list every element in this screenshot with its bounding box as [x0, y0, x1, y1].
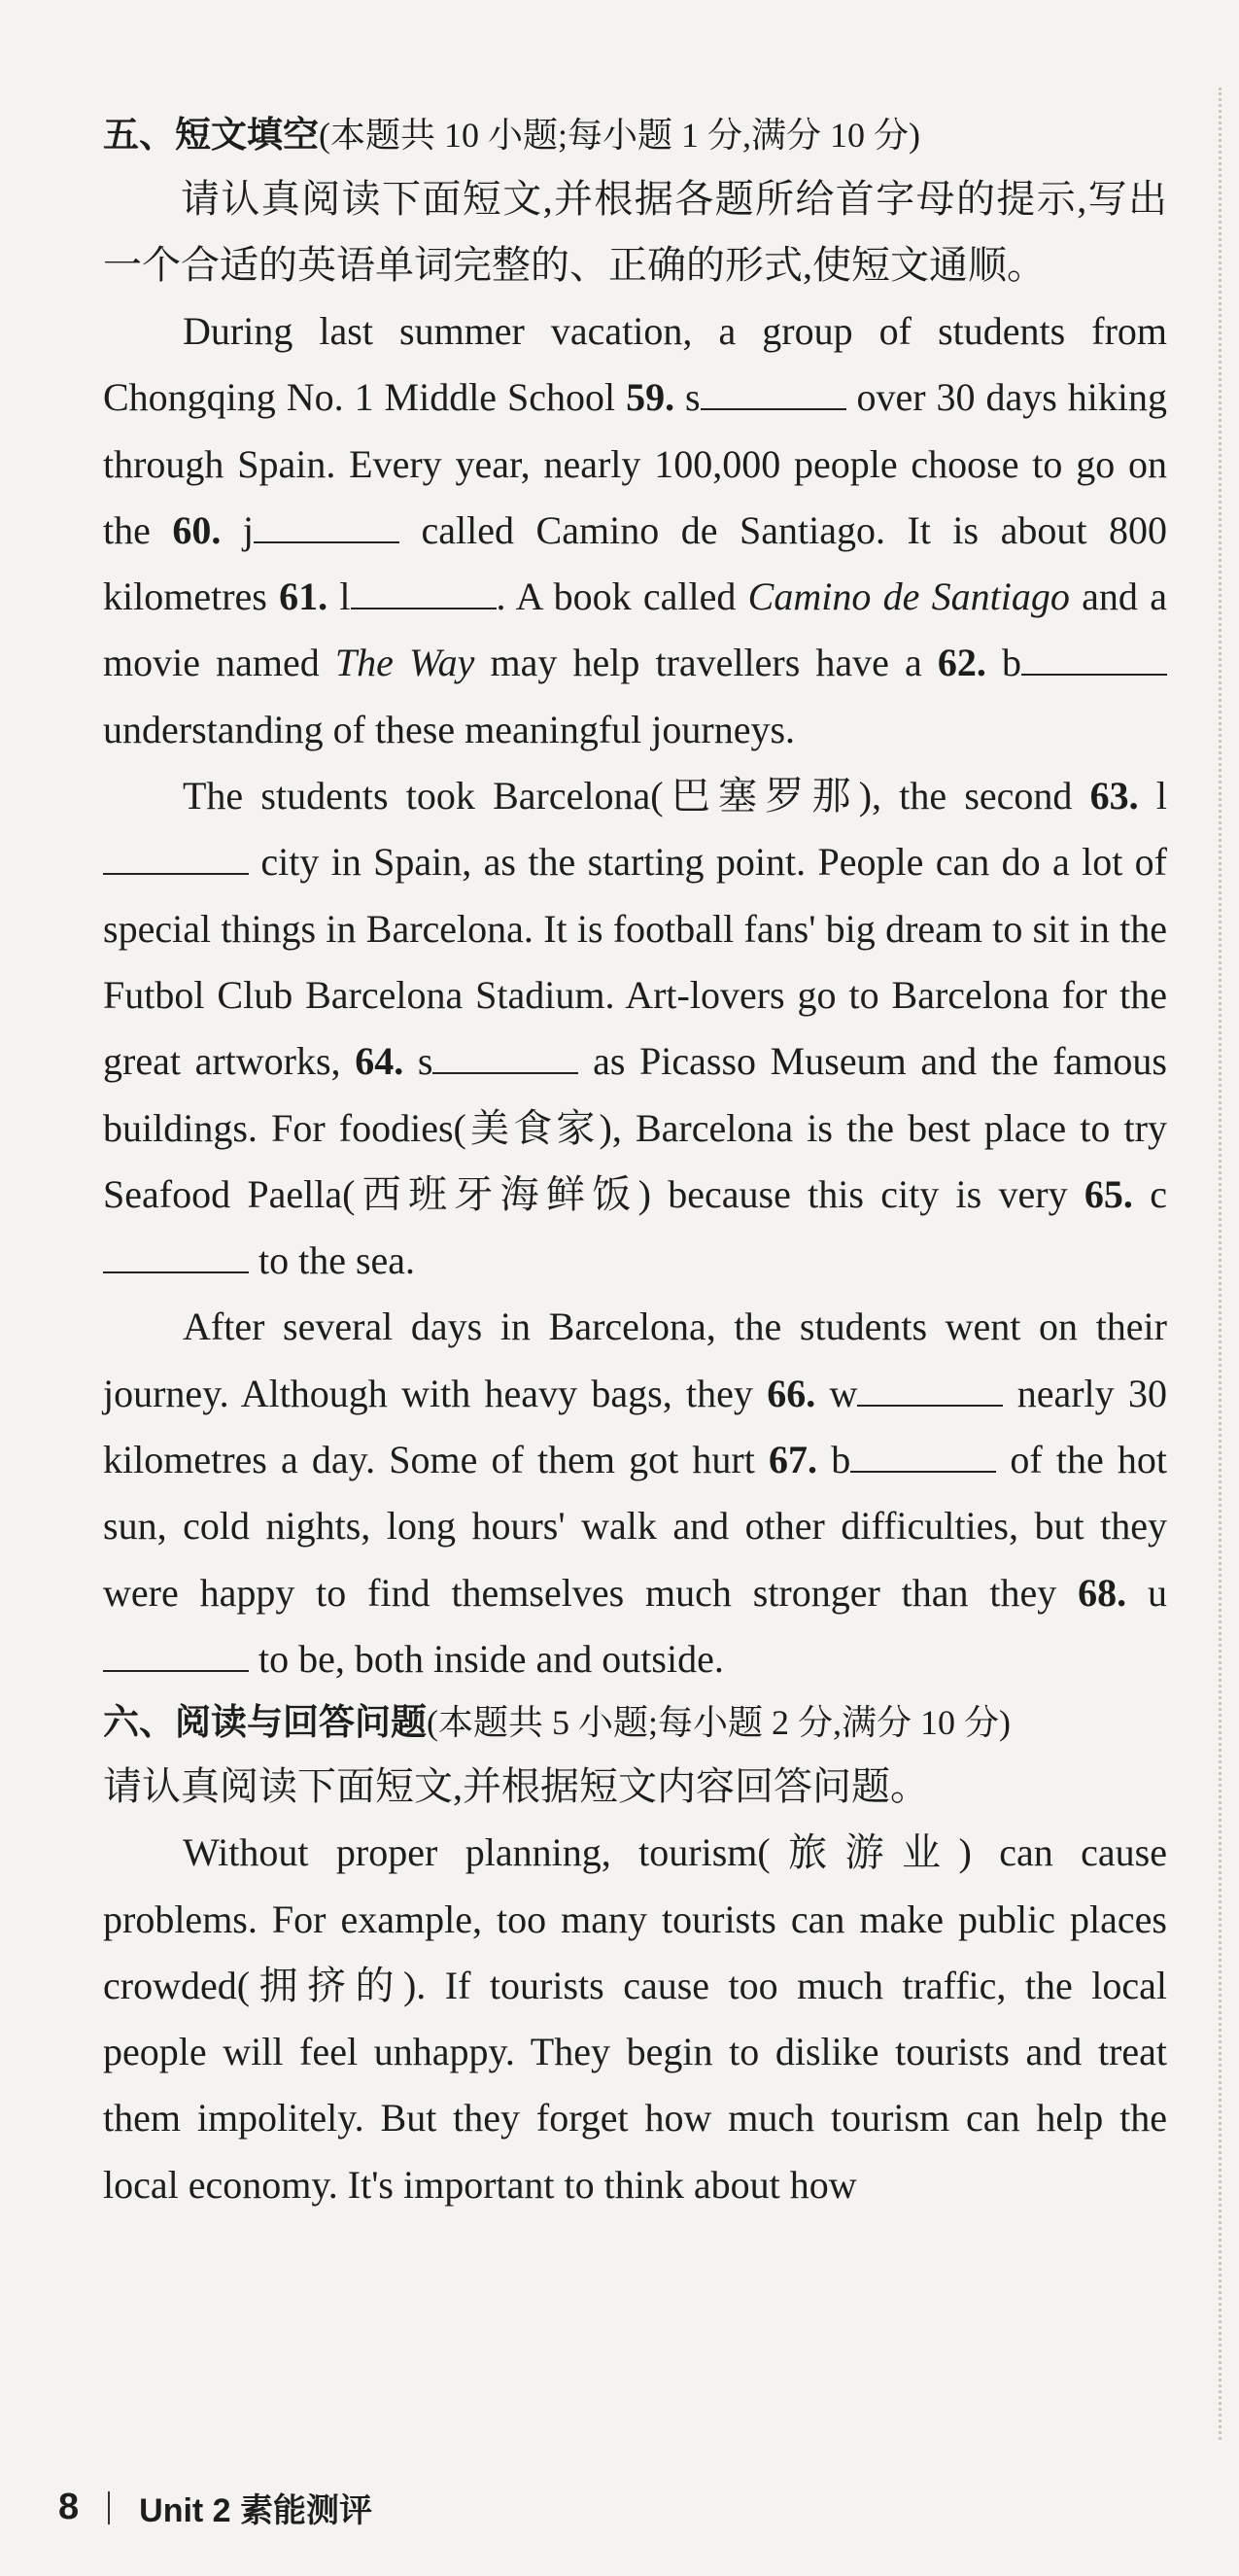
answer-blank-64[interactable] [432, 1043, 578, 1074]
text-span: city in Spain, as the starting point. People can do a lot of special things in Barcelona. It is football fans' big dream to sit in the Futbol Club Barcelona Stadium. Art-lovers go to Barcelona for the great artworks, [103, 840, 1167, 1084]
answer-blank-63[interactable] [103, 844, 249, 875]
question-number-59: 59. [626, 375, 675, 420]
question-number-68: 68. [1078, 1570, 1127, 1615]
hint-letter-60: j [221, 507, 255, 552]
text-span: The students took Barcelona(巴塞罗那), the second [183, 774, 1090, 818]
hint-letter-67: b [817, 1438, 851, 1482]
hint-letter-64: s [403, 1039, 433, 1084]
hint-letter-63: l [1138, 774, 1167, 818]
footer-divider [108, 2491, 110, 2524]
answer-blank-68[interactable] [103, 1641, 249, 1672]
text-span: to be, both inside and outside. [249, 1636, 724, 1681]
hint-letter-62: b [985, 641, 1022, 685]
section5-heading [103, 105, 1167, 166]
answer-blank-59[interactable] [701, 379, 846, 410]
question-number-67: 67. [769, 1438, 818, 1482]
answer-blank-67[interactable] [850, 1442, 996, 1473]
answer-blank-61[interactable] [351, 578, 497, 609]
question-number-61: 61. [279, 574, 328, 619]
text-span: After several days in Barcelona, the students went on their journey. Although with heavy bags, they [103, 1305, 1167, 1415]
page-number: 8 [58, 2487, 80, 2527]
question-number-62: 62. [937, 641, 986, 685]
text-span: as Picasso Museum and the famous buildings. For foodies(美食家), Barcelona is the best place to try Seafood Paella(西班牙海鲜饭) because this city is very [103, 1039, 1167, 1216]
text-span: over 30 days hiking through Spain. Every year, nearly 100,000 people choose to go on the [103, 375, 1167, 552]
hint-letter-65: c [1132, 1171, 1167, 1216]
text-span: During last summer vacation, a group of students from Chongqing No. 1 Middle School [103, 309, 1167, 420]
section6-title: 六、阅读与回答问题 [103, 1701, 427, 1744]
book-title: Camino de Santiago [747, 574, 1070, 619]
content-area [103, 105, 1167, 2218]
text-span: called Camino de Santiago. It is about 800 kilometres [103, 507, 1167, 619]
question-number-66: 66. [767, 1371, 816, 1415]
section5-note: (本题共 10 小题;每小题 1 分,满分 10 分) [319, 116, 920, 155]
section6-instruction: 请认真阅读下面短文,并根据短文内容回答问题。 [103, 1764, 929, 1809]
section6-note: (本题共 5 小题;每小题 2 分,满分 10 分) [427, 1703, 1011, 1743]
question-number-60: 60. [172, 507, 222, 552]
section6-heading [103, 1692, 1167, 1754]
answer-blank-66[interactable] [857, 1375, 1003, 1407]
text-span: understanding of these meaningful journeys. [103, 707, 796, 751]
answer-blank-62[interactable] [1021, 644, 1167, 676]
question-number-64: 64. [355, 1039, 404, 1084]
section5-title: 五、短文填空 [103, 114, 319, 156]
question-number-65: 65. [1084, 1171, 1133, 1216]
section5-paragraph-1 [103, 298, 1167, 763]
page-footer [58, 2484, 372, 2531]
text-span: and a movie named [103, 574, 1167, 685]
question-number-63: 63. [1089, 774, 1139, 818]
hint-letter-68: u [1126, 1570, 1167, 1615]
text-span: may help travellers have a [474, 641, 938, 685]
text-span: to the sea. [249, 1238, 416, 1283]
section6-paragraph-1: Without proper planning, tourism(旅游业) can cause problems. For example, too many tourists can make public places crowded(拥挤的). If tourists cause too much traffic, the local people will feel unhappy. They begin to dislike tourists and treat them impolitely. But they forget how much tourism can help the local economy. It's important to think about how [103, 1830, 1167, 2207]
page-edge-dots [1219, 87, 1222, 2440]
hint-letter-59: s [674, 375, 701, 420]
text-span: . A book called [496, 574, 748, 619]
hint-letter-61: l [327, 574, 351, 619]
answer-blank-65[interactable] [103, 1242, 249, 1273]
text-span: nearly 30 kilometres a day. Some of them got hurt [103, 1371, 1167, 1482]
answer-blank-60[interactable] [254, 512, 399, 543]
section5-paragraph-2 [103, 763, 1167, 1294]
hint-letter-66: w [815, 1371, 858, 1415]
movie-title: The Way [334, 641, 475, 685]
footer-label: Unit 2 素能测评 [139, 2492, 373, 2529]
section5-paragraph-3 [103, 1294, 1167, 1692]
text-span: of the hot sun, cold nights, long hours' walk and other difficulties, but they were happy to find themselves much stronger than they [103, 1438, 1167, 1615]
section5-instruction: 请认真阅读下面短文,并根据各题所给首字母的提示,写出一个合适的英语单词完整的、正确的形式,使短文通顺。 [103, 177, 1167, 287]
